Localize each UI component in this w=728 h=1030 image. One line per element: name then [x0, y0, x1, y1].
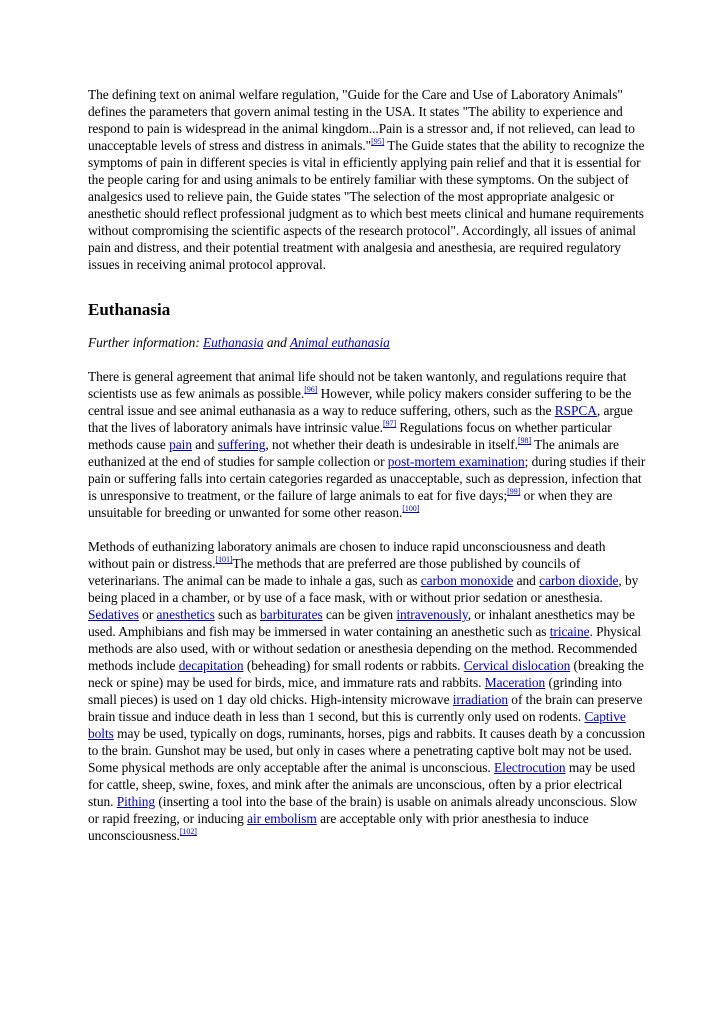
euthanasia-link[interactable]: Euthanasia	[203, 335, 264, 350]
captive-bolts-link[interactable]: Captive bolts	[88, 709, 626, 741]
section-heading-euthanasia: Euthanasia	[88, 300, 171, 319]
air-embolism-link[interactable]: air embolism	[247, 811, 317, 826]
pain-link[interactable]: pain	[169, 437, 192, 452]
irradiation-link[interactable]: irradiation	[452, 692, 508, 707]
electrocution-link[interactable]: Electrocution	[494, 760, 566, 775]
citation-102-link[interactable]: [102]	[179, 827, 197, 836]
post-mortem-examination-link[interactable]: post-mortem examination	[387, 454, 525, 469]
citation-97-link[interactable]: [97]	[382, 419, 397, 428]
sedatives-link[interactable]: Sedatives	[88, 607, 139, 622]
cervical-dislocation-link[interactable]: Cervical dislocation	[463, 658, 571, 673]
citation-100-link[interactable]: [100]	[402, 504, 420, 513]
barbiturates-link[interactable]: barbiturates	[260, 607, 323, 622]
further-information-note: Further information: Euthanasia and Animal euthanasia	[88, 335, 390, 350]
carbon-monoxide-link[interactable]: carbon monoxide	[420, 573, 514, 588]
euthanasia-paragraph-2: Methods of euthanizing laboratory animals are chosen to induce rapid unconsciousness and death without pain or distress.[101]The methods that are preferred are those published by councils of veterinarians. The animal can be made to inhale a gas, such as carbon monoxide and carbon dioxide, by being placed in a chamber, or by use of a face mask, with or without prior sedation or anesthesia. Sedatives or anesthetics such as barbiturates can be given intravenously, or inhalant anesthetics may be used. Amphibians and fish may be immersed in water containing an anesthetic such as tricaine. Physical methods are also used, with or without sedation or anesthesia depending on the method. Recommended methods include decapitation (beheading) for small rodents or rabbits. Cervical dislocation (breaking the neck or spine) may be used for birds, mice, and immature rats and rabbits. Maceration (grinding into small pieces) is used on 1 day old chicks. High-intensity microwave irradiation of the brain can preserve brain tissue and induce death in less than 1 second, but this is currently only used on rodents. Captive bolts may be used, typically on dogs, ruminants, horses, pigs and rabbits. It causes death by a concussion to the brain. Gunshot may be used, but only in cases where a penetrating captive bolt may not be used. Some physical methods are only acceptable after the animal is unconscious. Electrocution may be used for cattle, sheep, swine, foxes, and mink after the animals are unconscious, often by a prior electrical stun. Pithing (inserting a tool into the base of the brain) is usable on animals already unconscious. Slow or rapid freezing, or inducing air embolism are acceptable only with prior anesthesia to induce unconsciousness.[102]	[88, 539, 646, 843]
citation-101-link[interactable]: [101]	[215, 555, 233, 564]
decapitation-link[interactable]: decapitation	[178, 658, 244, 673]
maceration-link[interactable]: Maceration	[484, 675, 546, 690]
intravenously-link[interactable]: intravenously	[396, 607, 468, 622]
document-page	[88, 86, 648, 844]
carbon-dioxide-link[interactable]: carbon dioxide	[539, 573, 619, 588]
pithing-link[interactable]: Pithing	[116, 794, 156, 809]
citation-96-link[interactable]: [96]	[304, 385, 318, 394]
citation-95-link[interactable]: [95]	[371, 137, 385, 146]
citation-98-link[interactable]: [98]	[517, 436, 532, 445]
tricaine-link[interactable]: tricaine	[549, 624, 590, 639]
animal-euthanasia-link[interactable]: Animal euthanasia	[289, 335, 390, 350]
suffering-link[interactable]: suffering	[217, 437, 266, 452]
euthanasia-paragraph-1: There is general agreement that animal life should not be taken wantonly, and regulations require that scientists use as few animals as possible.[96] However, while policy makers consider suffering to be the central issue and see animal euthanasia as a way to reduce suffering, others, such as the RSPCA, argue that the lives of laboratory animals have intrinsic value.[97] Regulations focus on whether particular methods cause pain and suffering, not whether their death is undesirable in itself.[98] The animals are euthanized at the end of studies for sample collection or post-mortem examination; during studies if their pain or suffering falls into certain categories regarded as unacceptable, such as depression, infection that is unresponsive to treatment, or the failure of large animals to eat for five days;[99] or when they are unsuitable for breeding or unwanted for some other reason.[100]	[88, 369, 646, 520]
rspca-link[interactable]: RSPCA	[554, 403, 597, 418]
citation-99-link[interactable]: [99]	[507, 487, 521, 496]
intro-paragraph: The defining text on animal welfare regulation, "Guide for the Care and Use of Laboratory Animals" defines the parameters that govern animal testing in the USA. It states "The ability to experience and respond to pain is widespread in the animal kingdom...Pain is a stressor and, if not relieved, can lead to unacceptable levels of stress and distress in animals."[95] The Guide states that the ability to recognize the symptoms of pain in different species is vital in efficiently applying pain relief and that it is essential for the people caring for and using animals to be entirely familiar with these symptoms. On the subject of analgesics used to relieve pain, the Guide states "The selection of the most appropriate analgesic or anesthetic should reflect professional judgment as to which best meets clinical and humane requirements without compromising the scientific aspects of the research protocol". Accordingly, all issues of animal pain and distress, and their potential treatment with analgesia and anesthesia, are required regulatory issues in receiving animal protocol approval.	[88, 87, 645, 272]
anesthetics-link[interactable]: anesthetics	[156, 607, 215, 622]
